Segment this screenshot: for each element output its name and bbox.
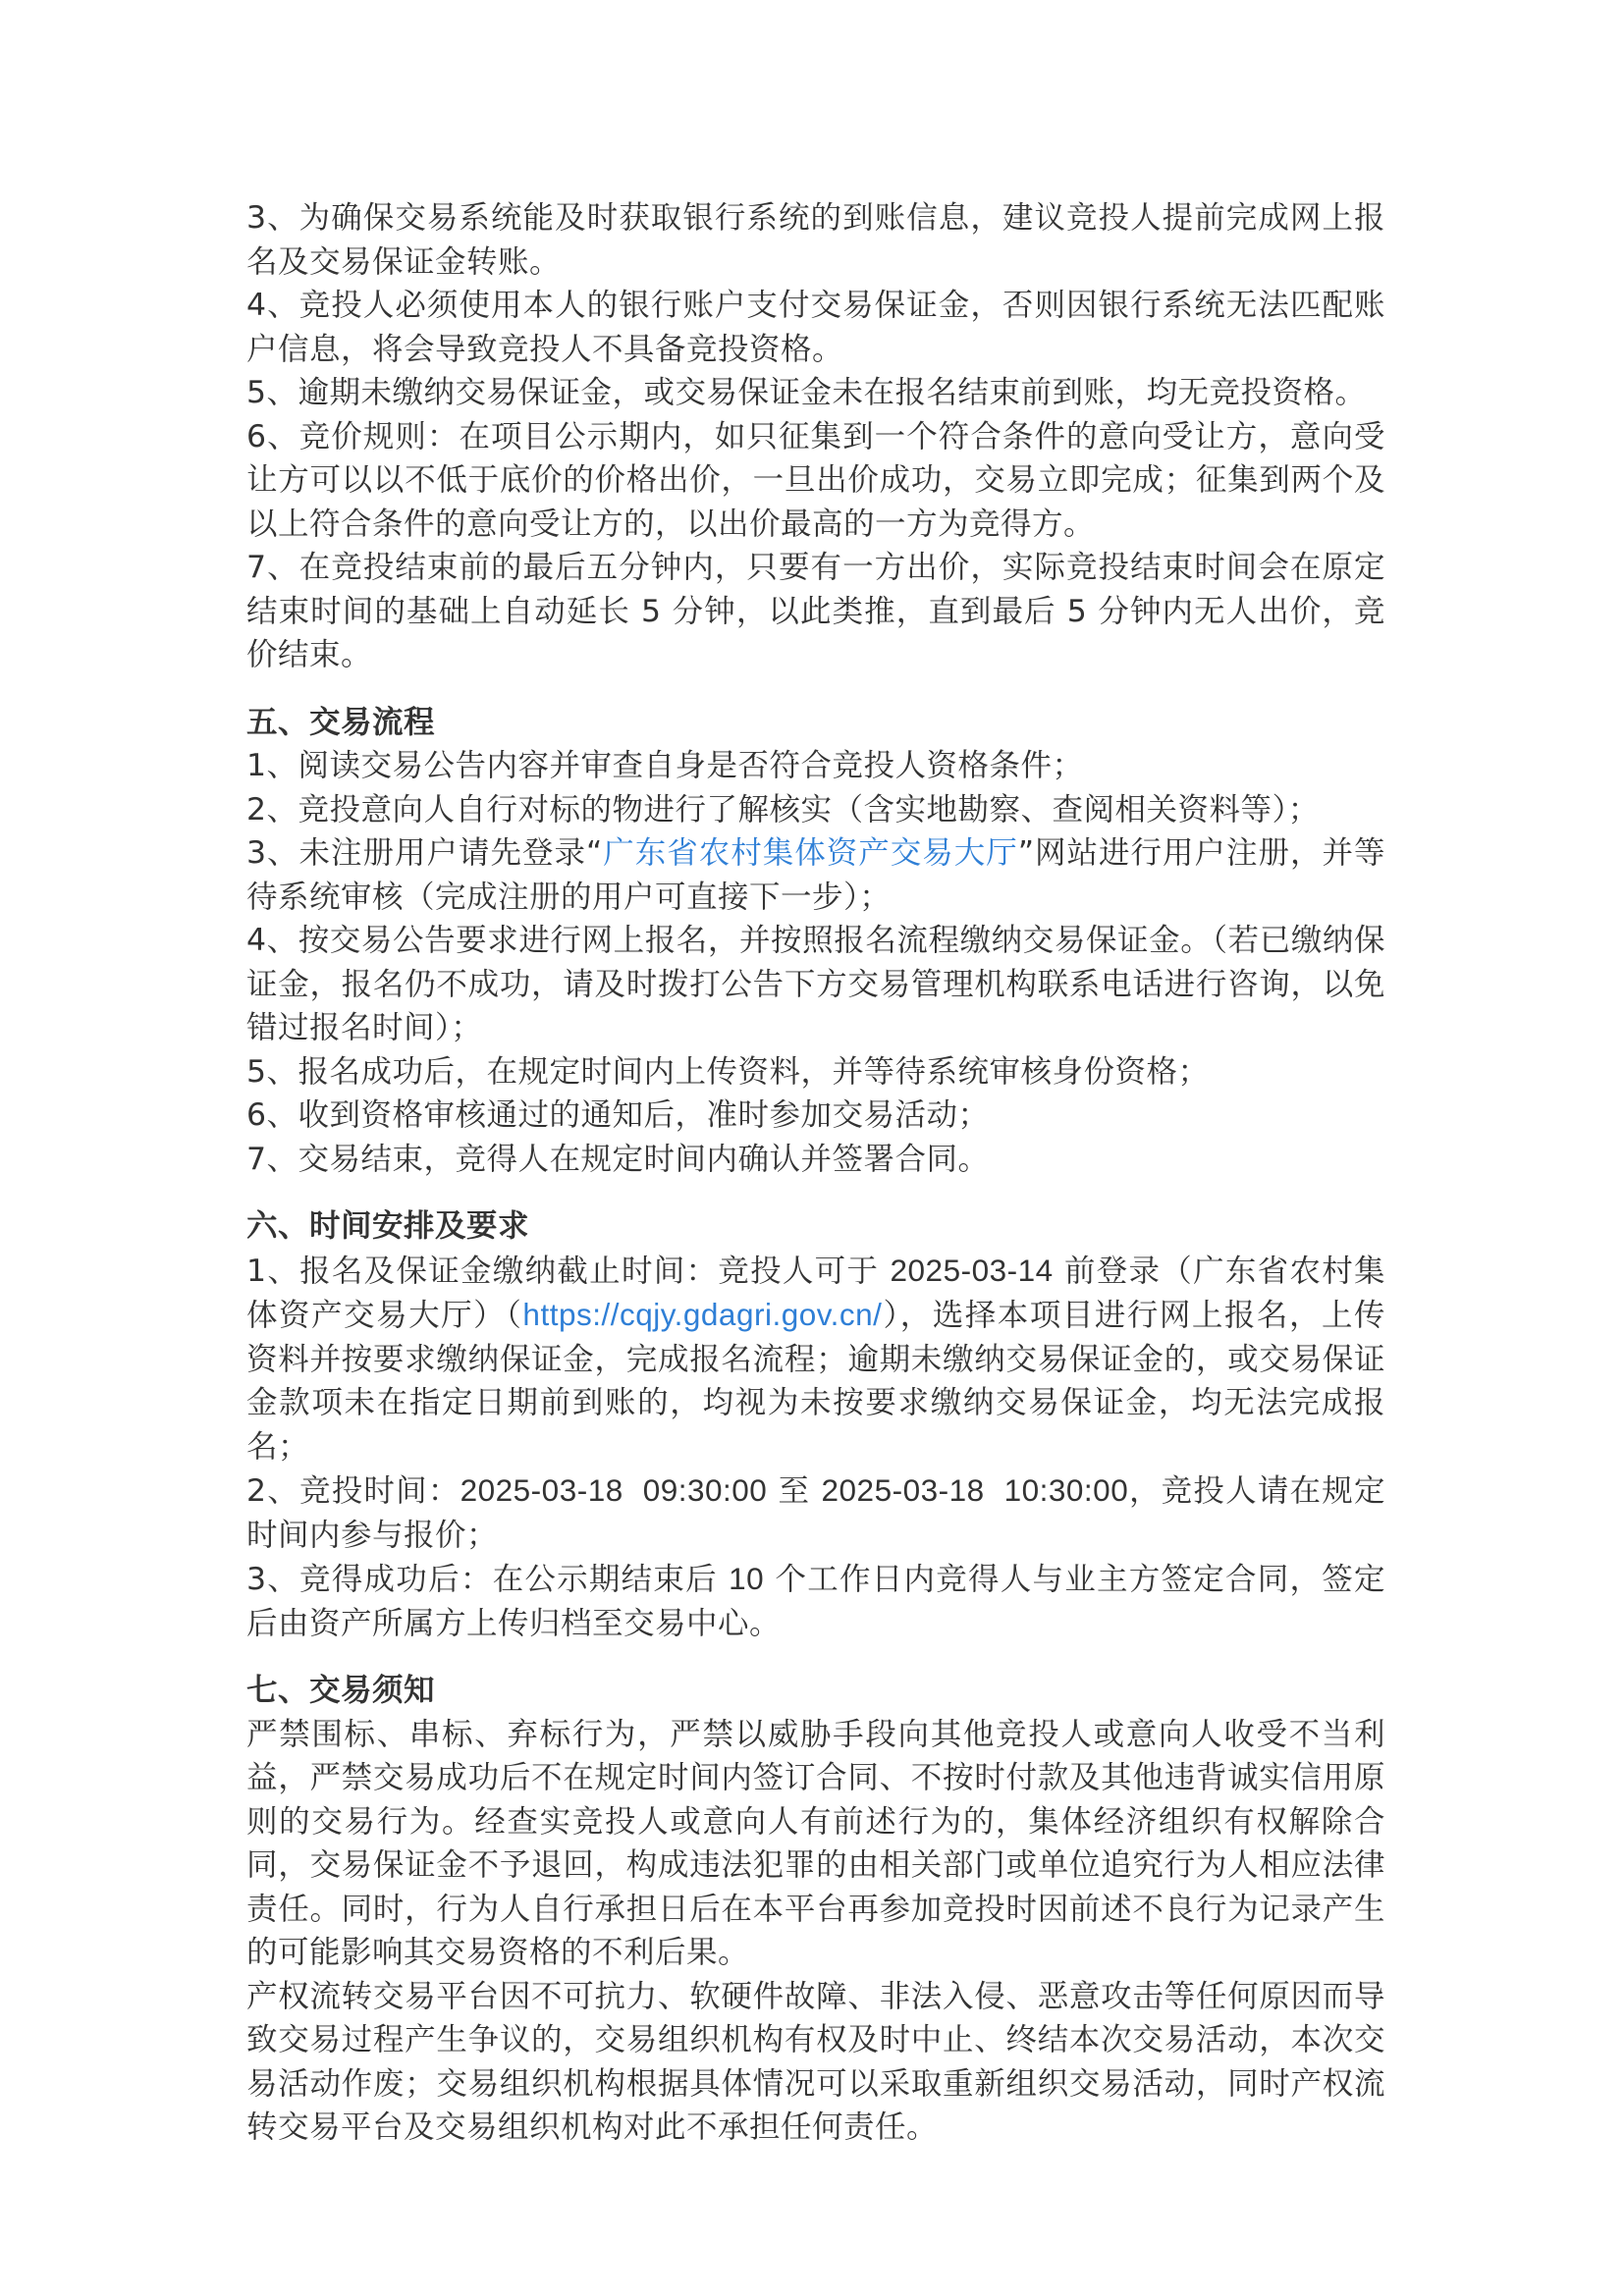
process-step-7: 7、交易结束，竞得人在规定时间内确认并签署合同。 bbox=[246, 1141, 990, 1177]
schedule-item-3-prefix: 3、竞得成功后：在公示期结束后 bbox=[246, 1562, 730, 1597]
schedule-item-1-registration-deadline bbox=[246, 1249, 1385, 1469]
schedule-item-3-contract bbox=[246, 1557, 1385, 1645]
section-7-trading-notice bbox=[246, 1669, 1385, 2150]
section-6-schedule bbox=[246, 1204, 1385, 1645]
document-page bbox=[246, 196, 1385, 2150]
process-step-4: 4、按交易公告要求进行网上报名，并按照报名流程缴纳交易保证金。（若已缴纳保证金，报名仍不成功，请及时拨打公告下方交易管理机构联系电话进行咨询，以免错过报名时间）； bbox=[246, 923, 1385, 1045]
schedule-item-1-prefix: 1、报名及保证金缴纳截止时间：竞投人可于 bbox=[246, 1253, 891, 1289]
process-step-3-prefix: 3、未注册用户请先登录 bbox=[246, 835, 586, 871]
schedule-item-2-bidding-time bbox=[246, 1468, 1385, 1557]
section-5-title: 五、交易流程 bbox=[246, 704, 436, 740]
bidding-start-time: 2025-03-18 09:30:00 bbox=[460, 1472, 768, 1508]
process-step-6: 6、收到资格审核通过的通知后，准时参加交易活动； bbox=[246, 1097, 990, 1133]
schedule-item-1-suffix: ），选择本项目进行网上报名，上传资料并按要求缴纳保证金，完成报名流程；逾期未缴纳交易保证金的，或交易保证金款项未在指定日期前到账的，均视为未按要求缴纳交易保证金，均无法完成报名； bbox=[246, 1298, 1385, 1465]
registration-deadline-date: 2025-03-14 bbox=[890, 1252, 1054, 1288]
section-6-title: 六、时间安排及要求 bbox=[246, 1208, 530, 1244]
rule-item-5: 5、逾期未缴纳交易保证金，或交易保证金未在报名结束前到账，均无竞投资格。 bbox=[246, 375, 1367, 410]
notice-paragraph-disclaimer: 产权流转交易平台因不可抗力、软硬件故障、非法入侵、恶意攻击等任何原因而导致交易过程产生争议的，交易组织机构有权及时中止、终结本次交易活动，本次交易活动作废；交易组织机构根据具体情况可以采取重新组织交易活动，同时产权流转交易平台及交易组织机构对此不承担任何责任。 bbox=[246, 1978, 1385, 2145]
section-4-continuation bbox=[246, 196, 1385, 677]
schedule-item-3-suffix: 个工作日内竞得人与业主方签定合同，签定后由资产所属方上传归档至交易中心。 bbox=[246, 1562, 1386, 1641]
schedule-item-2-prefix: 2、竞投时间： bbox=[246, 1473, 460, 1509]
process-step-3-suffix: 网站进行用户注册，并等待系统审核（完成注册的用户可直接下一步）； bbox=[246, 835, 1385, 915]
rule-item-3: 3、为确保交易系统能及时获取银行系统的到账信息，建议竞投人提前完成网上报名及交易保证金转账。 bbox=[246, 200, 1385, 280]
process-step-3 bbox=[246, 831, 1385, 919]
bidding-end-time: 2025-03-18 10:30:00 bbox=[821, 1472, 1129, 1508]
section-5-trading-process bbox=[246, 701, 1385, 1182]
rule-item-4: 4、竞投人必须使用本人的银行账户支付交易保证金，否则因银行系统无法匹配账户信息，将会导致竞投人不具备竞投资格。 bbox=[246, 288, 1385, 367]
schedule-item-1-middle: 前登录（广东省农村集体资产交易大厅）（ bbox=[246, 1253, 1386, 1333]
contract-days: 10 bbox=[729, 1561, 765, 1596]
schedule-item-2-suffix: ，竞投人请在规定时间内参与报价； bbox=[246, 1473, 1386, 1553]
open-quote: “ bbox=[585, 835, 603, 871]
rule-item-7-extension: 7、在竞投结束前的最后五分钟内，只要有一方出价，实际竞投结束时间会在原定结束时间的基础上自动延长 5 分钟，以此类推，直到最后 5 分钟内无人出价，竞价结束。 bbox=[246, 550, 1385, 672]
trading-hall-url-link[interactable]: https://cqjy.gdagri.gov.cn/ bbox=[522, 1297, 883, 1332]
rule-item-6-bidding-rules: 6、竞价规则：在项目公示期内，如只征集到一个符合条件的意向受让方，意向受让方可以以不低于底价的价格出价，一旦出价成功，交易立即完成；征集到两个及以上符合条件的意向受让方的，以出价最高的一方为竞得方。 bbox=[246, 418, 1385, 542]
schedule-item-2-to: 至 bbox=[767, 1473, 822, 1509]
notice-paragraph-prohibited-conduct: 严禁围标、串标、弃标行为，严禁以威胁手段向其他竞投人或意向人收受不当利益，严禁交易成功后不在规定时间内签订合同、不按时付款及其他违背诚实信用原则的交易行为。经查实竞投人或意向人有前述行为的，集体经济组织有权解除合同，交易保证金不予退回，构成违法犯罪的由相关部门或单位追究行为人相应法律责任。同时，行为人自行承担日后在本平台再参加竞投时因前述不良行为记录产生的可能影响其交易资格的不利后果。 bbox=[246, 1716, 1385, 1970]
section-7-title: 七、交易须知 bbox=[246, 1673, 436, 1708]
process-step-1: 1、阅读交易公告内容并审查自身是否符合竞投人资格条件； bbox=[246, 748, 1084, 783]
trading-hall-link[interactable]: 广东省农村集体资产交易大厅 bbox=[602, 835, 1018, 871]
close-quote: ” bbox=[1017, 835, 1035, 871]
process-step-5: 5、报名成功后，在规定时间内上传资料，并等待系统审核身份资格； bbox=[246, 1053, 1210, 1090]
process-step-2: 2、竞投意向人自行对标的物进行了解核实（含实地勘察、查阅相关资料等）； bbox=[246, 791, 1320, 828]
